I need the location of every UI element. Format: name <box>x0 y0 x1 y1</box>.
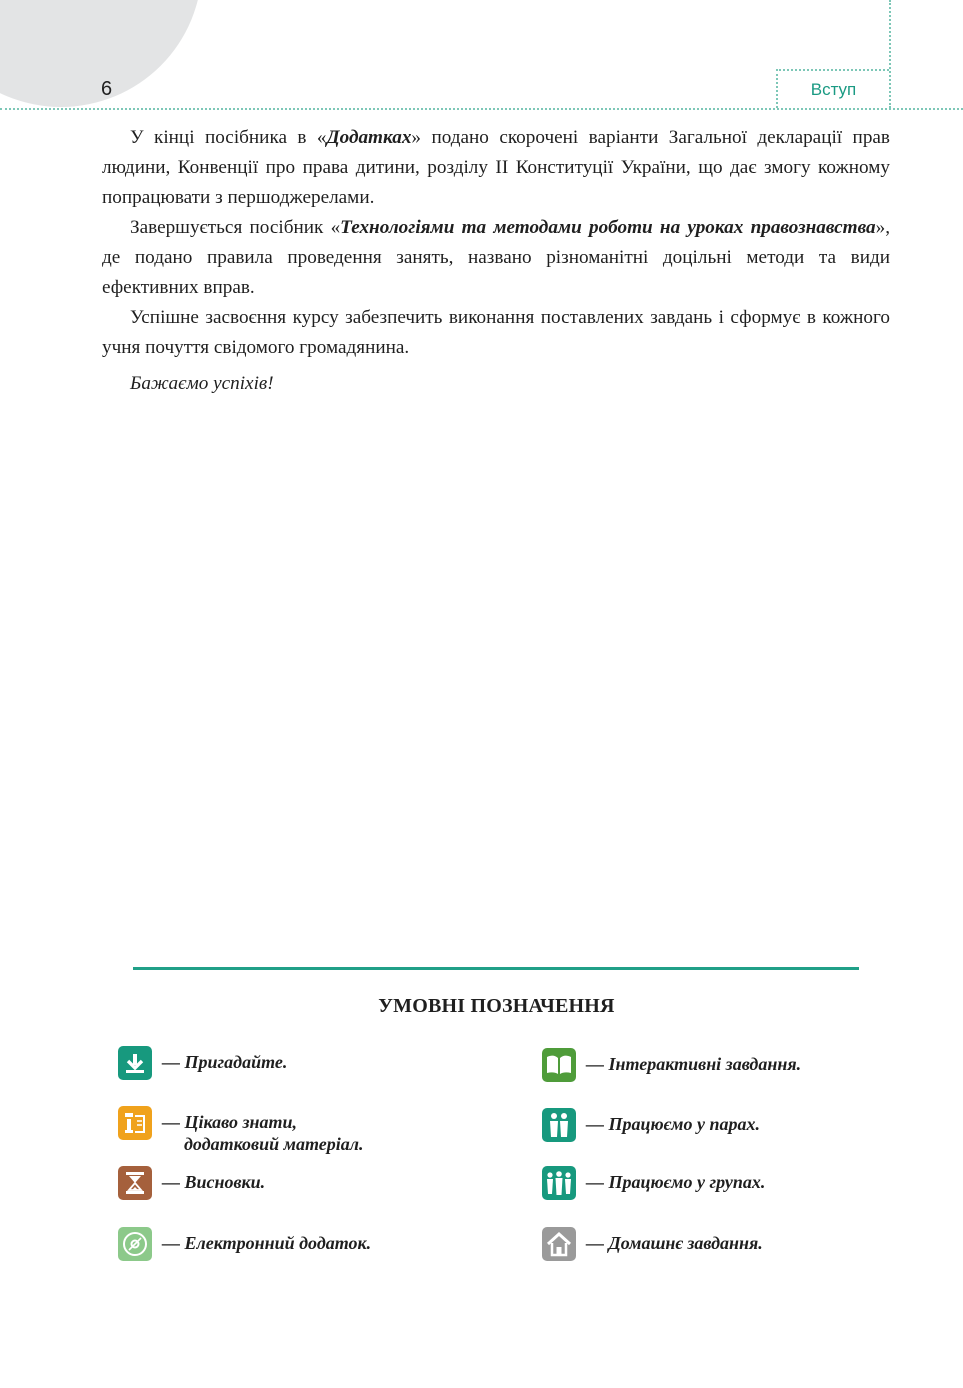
paragraph-goals: Успішне засвоєння курсу забезпечить виконання поставлених завдань і сформує в кожного учня почуття свідомого громадянина. <box>102 307 890 358</box>
section-tab: Вступ <box>776 69 889 108</box>
legend-label-groups: — Працюємо у групах. <box>586 1172 766 1192</box>
page-number: 6 <box>101 78 113 100</box>
legend-divider <box>133 967 859 970</box>
legend-item-recall <box>118 1046 287 1080</box>
legend-item-conclusions <box>118 1166 265 1200</box>
margin-divider <box>889 0 891 108</box>
paragraph-methods: Завершується посібник «Технологіями та методами роботи на уроках правознавства», де подано правила проведення занять, названо різноманітні доцільні методи та види ефективних вправ. <box>102 217 890 298</box>
legend-item-groups <box>542 1166 765 1200</box>
legend-item-homework <box>542 1227 763 1261</box>
info-icon <box>118 1106 152 1140</box>
legend-label-interactive: — Інтерактивні завдання. <box>586 1054 802 1074</box>
house-icon <box>542 1227 576 1261</box>
legend-label-interesting-cont: додатковий матеріал. <box>184 1134 364 1154</box>
legend-item-electronic <box>118 1227 371 1261</box>
download-arrow-icon <box>118 1046 152 1080</box>
two-people-icon <box>542 1108 576 1142</box>
legend-item-pairs <box>542 1108 760 1142</box>
three-people-icon <box>542 1166 576 1200</box>
methods-term: Технологіями та методами роботи на уроках правознавства <box>340 217 876 238</box>
legend-label-conclusions: — Висновки. <box>162 1172 266 1192</box>
paragraph-appendices: У кінці посібника в «Додатках» подано скорочені варіанти Загальної декларації прав людини, Конвенції про права дитини, розділу ІІ Конституції України, що дає змогу кожному попрацювати з першоджерелами. <box>102 127 890 208</box>
legend-label-interesting: — Цікаво знати, <box>162 1112 298 1132</box>
open-book-icon <box>542 1048 576 1082</box>
cd-disc-icon <box>118 1227 152 1261</box>
legend-label-recall: — Пригадайте. <box>162 1052 288 1072</box>
legend-label-pairs: — Працюємо у парах. <box>586 1114 760 1134</box>
legend-item-interesting <box>118 1106 363 1155</box>
body-text <box>102 123 890 399</box>
legend-label-homework: — Домашнє завдання. <box>586 1233 763 1253</box>
legend-title: УМОВНІ ПОЗНАЧЕННЯ <box>378 995 615 1017</box>
hourglass-icon <box>118 1166 152 1200</box>
closing-wish: Бажаємо успіхів! <box>130 373 274 394</box>
legend-label-electronic: — Електронний додаток. <box>162 1233 372 1253</box>
header-divider <box>0 108 963 110</box>
legend-item-interactive <box>542 1048 801 1082</box>
appendices-term: Додатках <box>326 127 412 148</box>
